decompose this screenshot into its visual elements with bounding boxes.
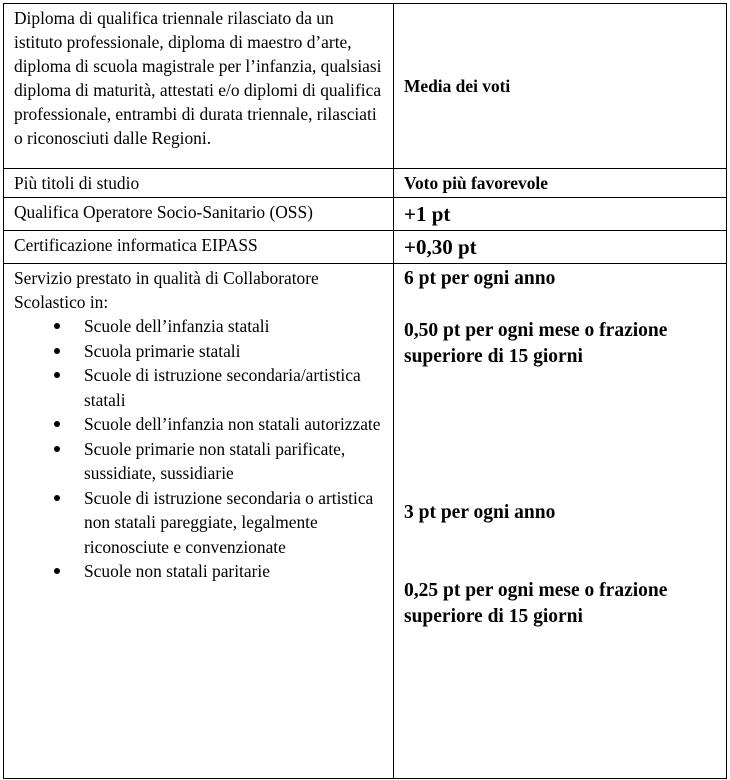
diploma-score-cell — [394, 4, 727, 169]
score-table — [3, 3, 727, 779]
table-row — [4, 198, 727, 231]
state-schools-list — [14, 314, 385, 412]
servizio-description-cell — [4, 264, 394, 779]
nonstate-schools-list — [14, 412, 385, 584]
servizio-score-block — [404, 266, 718, 630]
list-item: Scuole di istruzione secondaria/artistica statali — [84, 363, 385, 412]
nonstate-month-score: 0,25 pt per ogni mese o frazione superiore di 15 giorni — [404, 580, 668, 627]
eipass-description: Certificazione informatica EIPASS — [14, 235, 258, 255]
diploma-description-cell — [4, 4, 394, 169]
eipass-description-cell — [4, 231, 394, 264]
diploma-score: Media dei voti — [404, 76, 511, 96]
titoli-description: Più titoli di studio — [14, 173, 140, 193]
list-item: Scuole non statali paritarie — [84, 559, 385, 584]
titoli-score: Voto più favorevole — [404, 173, 548, 193]
titoli-description-cell — [4, 169, 394, 198]
list-item: Scuole primarie non statali parificate, sussidiate, sussidiarie — [84, 437, 385, 486]
eipass-score-cell — [394, 231, 727, 264]
list-item: Scuole di istruzione secondaria o artistica non statali pareggiate, legalmente riconosciute e convenzionate — [84, 486, 385, 560]
oss-description: Qualifica Operatore Socio-Sanitario (OSS) — [14, 202, 313, 222]
diploma-description: Diploma di qualifica triennale rilasciato da un istituto professionale, diploma di maestro d’arte, diploma di scuola magistrale per l’infanzia, qualsiasi diploma di maturità, attestati e/o diplomi di qualifica professionale, entrambi di durata triennale, rilasciati o riconosciuti dalle Regioni. — [14, 8, 382, 148]
eipass-score: +0,30 pt — [404, 235, 477, 259]
state-year-score: 6 pt per ogni anno — [404, 268, 556, 289]
list-item: Scuole dell’infanzia non statali autorizzate — [84, 412, 385, 437]
servizio-intro: Servizio prestato in qualità di Collaboratore Scolastico in: — [14, 268, 319, 312]
table-row — [4, 264, 727, 779]
oss-description-cell — [4, 198, 394, 231]
list-item: Scuole dell’infanzia statali — [84, 314, 385, 339]
list-item: Scuola primarie statali — [84, 339, 385, 364]
table-row — [4, 4, 727, 169]
state-month-score: 0,50 pt per ogni mese o frazione superiore di 15 giorni — [404, 320, 668, 367]
nonstate-year-score: 3 pt per ogni anno — [404, 502, 556, 523]
table-row — [4, 231, 727, 264]
oss-score-cell — [394, 198, 727, 231]
servizio-score-cell — [394, 264, 727, 779]
oss-score: +1 pt — [404, 202, 451, 226]
table-row — [4, 169, 727, 198]
titoli-score-cell — [394, 169, 727, 198]
